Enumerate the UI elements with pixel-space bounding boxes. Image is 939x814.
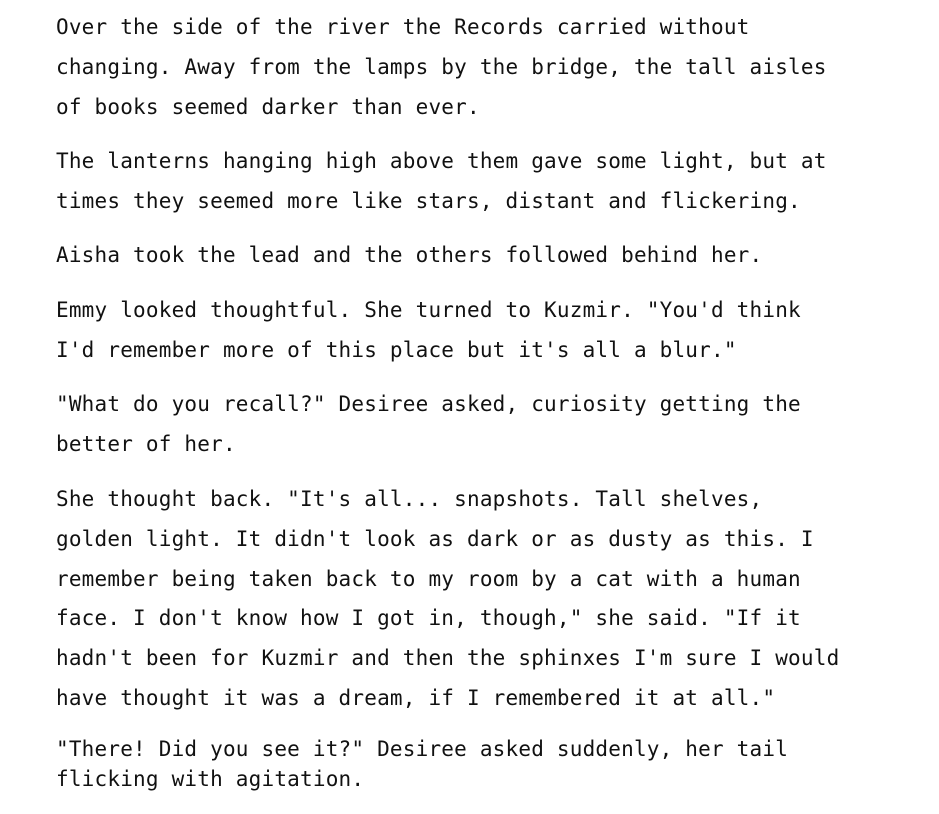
- text-line: The lanterns hanging high above them gave some light, but at: [56, 149, 827, 174]
- paragraph-6: [56, 480, 916, 719]
- paragraph-1: [56, 8, 916, 127]
- paragraph-5: [56, 385, 916, 465]
- text-line: Over the side of the river the Records carried without: [56, 15, 750, 39]
- text-line: Emmy looked thoughtful. She turned to Kuzmir. "You'd think: [56, 297, 801, 322]
- text-line: better of her.: [56, 432, 236, 457]
- text-line: remember being taken back to my room by a cat with a human: [56, 566, 801, 591]
- text-line: changing. Away from the lamps by the bridge, the tall aisles: [56, 54, 827, 79]
- text-line: Aisha took the lead and the others followed behind her.: [56, 242, 763, 267]
- text-line: hadn't been for Kuzmir and then the sphinxes I'm sure I would: [56, 646, 840, 671]
- text-line: times they seemed more like stars, distant and flickering.: [56, 189, 801, 214]
- text-line: face. I don't know how I got in, though," she said. "If it: [56, 606, 801, 631]
- text-line: have thought it was a dream, if I remembered it at all.": [56, 685, 776, 710]
- paragraph-2: [56, 142, 916, 222]
- paragraph-4: [56, 291, 916, 371]
- document-page: [56, 8, 916, 794]
- paragraph-3: [56, 236, 916, 276]
- text-line: "What do you recall?" Desiree asked, curiosity getting the: [56, 392, 801, 417]
- paragraph-7: [56, 734, 916, 794]
- text-line: flicking with agitation.: [56, 766, 365, 791]
- text-line: golden light. It didn't look as dark or as dusty as this. I: [56, 526, 814, 551]
- text-line: of books seemed darker than ever.: [56, 94, 480, 119]
- text-line: I'd remember more of this place but it's all a blur.": [56, 337, 737, 362]
- text-line: "There! Did you see it?" Desiree asked suddenly, her tail: [56, 736, 789, 761]
- text-line: She thought back. "It's all... snapshots. Tall shelves,: [56, 486, 763, 511]
